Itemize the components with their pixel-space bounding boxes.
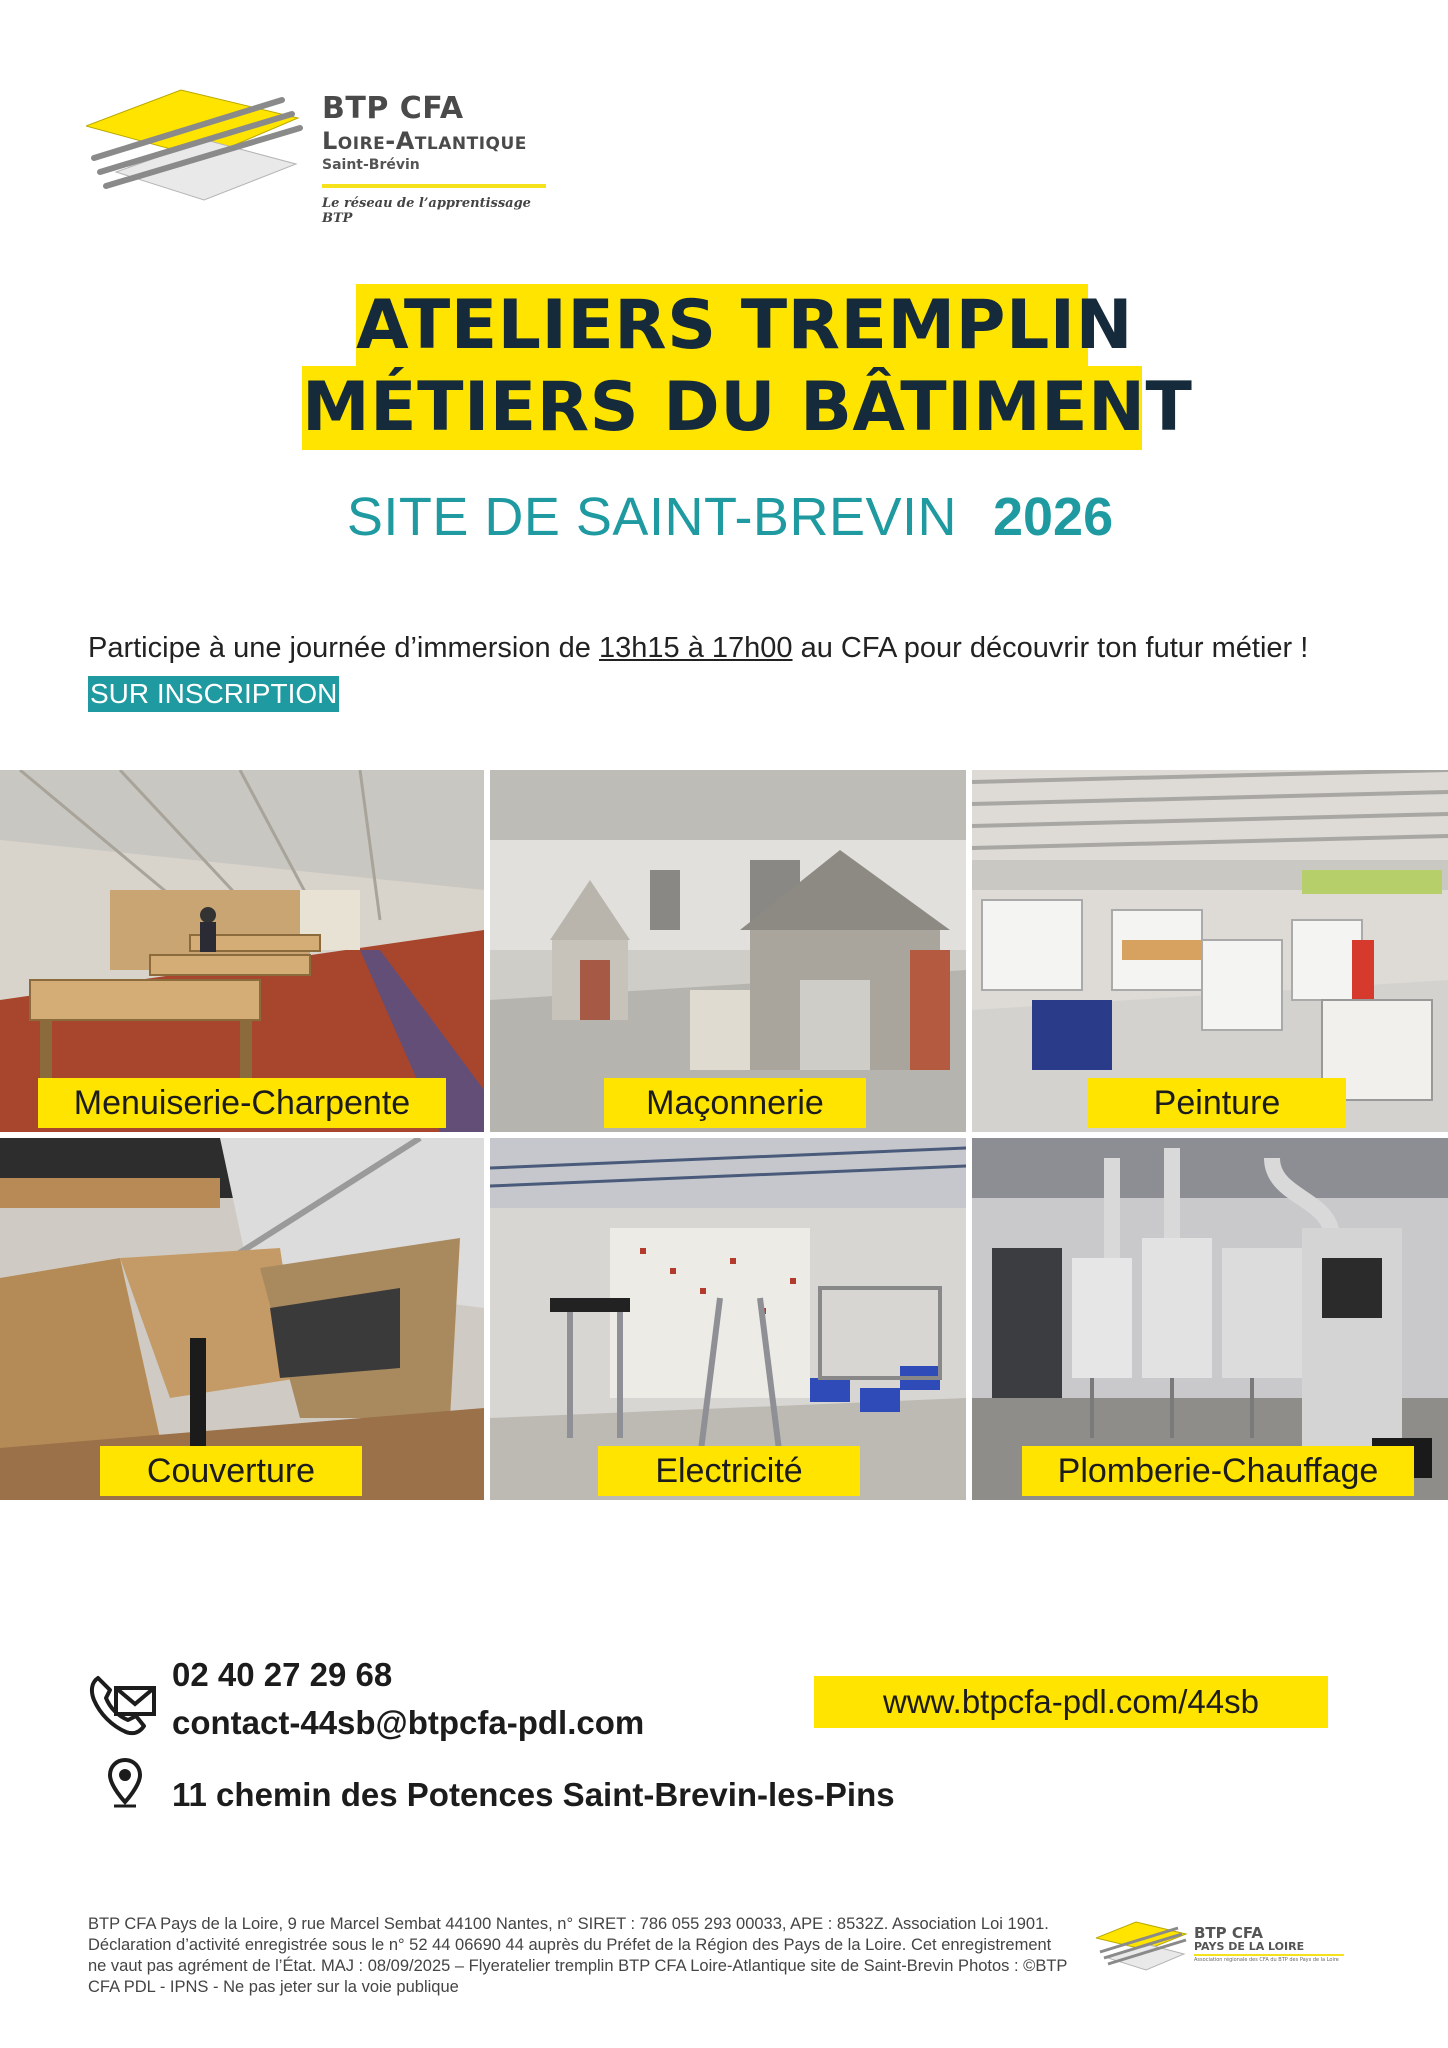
workshop-label-6: Plomberie-Chauffage (1022, 1446, 1414, 1496)
intro-text (88, 632, 1388, 665)
intro-hours: 13h15 à 17h00 (599, 632, 793, 664)
site-year: 2026 (992, 487, 1114, 547)
email-address[interactable]: contact-44sb@btpcfa-pdl.com (172, 1704, 645, 1741)
site-heading (300, 486, 1160, 548)
workshop-label-4: Couverture (100, 1446, 362, 1496)
location-pin-icon (108, 1758, 142, 1808)
logo-title: BTP CFA (322, 91, 464, 126)
website-link[interactable]: www.btpcfa-pdl.com/44sb (814, 1676, 1328, 1728)
footer-logo-mark-icon (1096, 1920, 1188, 1976)
btp-cfa-logo (86, 88, 556, 226)
phone-number[interactable]: 02 40 27 29 68 (172, 1656, 393, 1693)
postal-address: 11 chemin des Potences Saint-Brevin-les-Pins (172, 1776, 895, 1813)
photo-maconnerie (490, 770, 966, 1132)
intro-after: au CFA pour découvrir ton futur métier ! (792, 632, 1309, 664)
footer-logo-subtitle: PAYS DE LA LOIRE (1194, 1940, 1305, 1953)
logo-site: Saint-Brévin (322, 157, 420, 173)
workshop-label-5: Electricité (598, 1446, 860, 1496)
title-line-1: ATELIERS TREMPLIN (356, 284, 1088, 368)
footer-logo-title: BTP CFA (1194, 1924, 1264, 1942)
legal-notice: BTP CFA Pays de la Loire, 9 rue Marcel Sembat 44100 Nantes, n° SIRET : 786 055 293 00033, APE : 8532Z. Association Loi 1901. Déclaration d’activité enregistrée sous le n° 52 44 06690 44 auprès du Préfet de la Région des Pays de la Loire. Cet enregistrement ne vaut pas agrément de l’État. MAJ : 08/09/2025 – Flyeratelier tremplin BTP CFA Loire-Atlantique site de Saint-Brevin Photos : ©BTP CFA PDL - IPNS - Ne pas jeter sur la voie publique (88, 1915, 1068, 1996)
logo-tagline: Le réseau de l’apprentissage BTP (322, 196, 531, 226)
btp-cfa-pdl-logo (1096, 1920, 1356, 1980)
intro-before: Participe à une journée d’immersion de (88, 632, 599, 664)
logo-rule (322, 184, 546, 188)
photo-plomberie (972, 1138, 1448, 1500)
title-line-2: MÉTIERS DU BÂTIMENT (302, 366, 1142, 450)
site-name: SITE DE SAINT-BREVIN (346, 487, 957, 547)
footer-logo-tagline: Association régionale des CFA du BTP des Pays de la Loire (1194, 1957, 1339, 1963)
photo-electricite (490, 1138, 966, 1500)
workshop-label-1: Menuiserie-Charpente (38, 1078, 446, 1128)
logo-subtitle: Loire-Atlantique (322, 127, 527, 155)
logo-mark-icon (86, 88, 306, 218)
photo-peinture (972, 770, 1448, 1132)
workshop-label-2: Maçonnerie (604, 1078, 866, 1128)
workshop-label-3: Peinture (1088, 1078, 1346, 1128)
photo-menuiserie (0, 770, 484, 1132)
photo-couverture (0, 1138, 484, 1500)
registration-badge: SUR INSCRIPTION (88, 676, 339, 712)
footer-logo-rule (1194, 1954, 1344, 1956)
phone-email-icon (88, 1672, 158, 1738)
